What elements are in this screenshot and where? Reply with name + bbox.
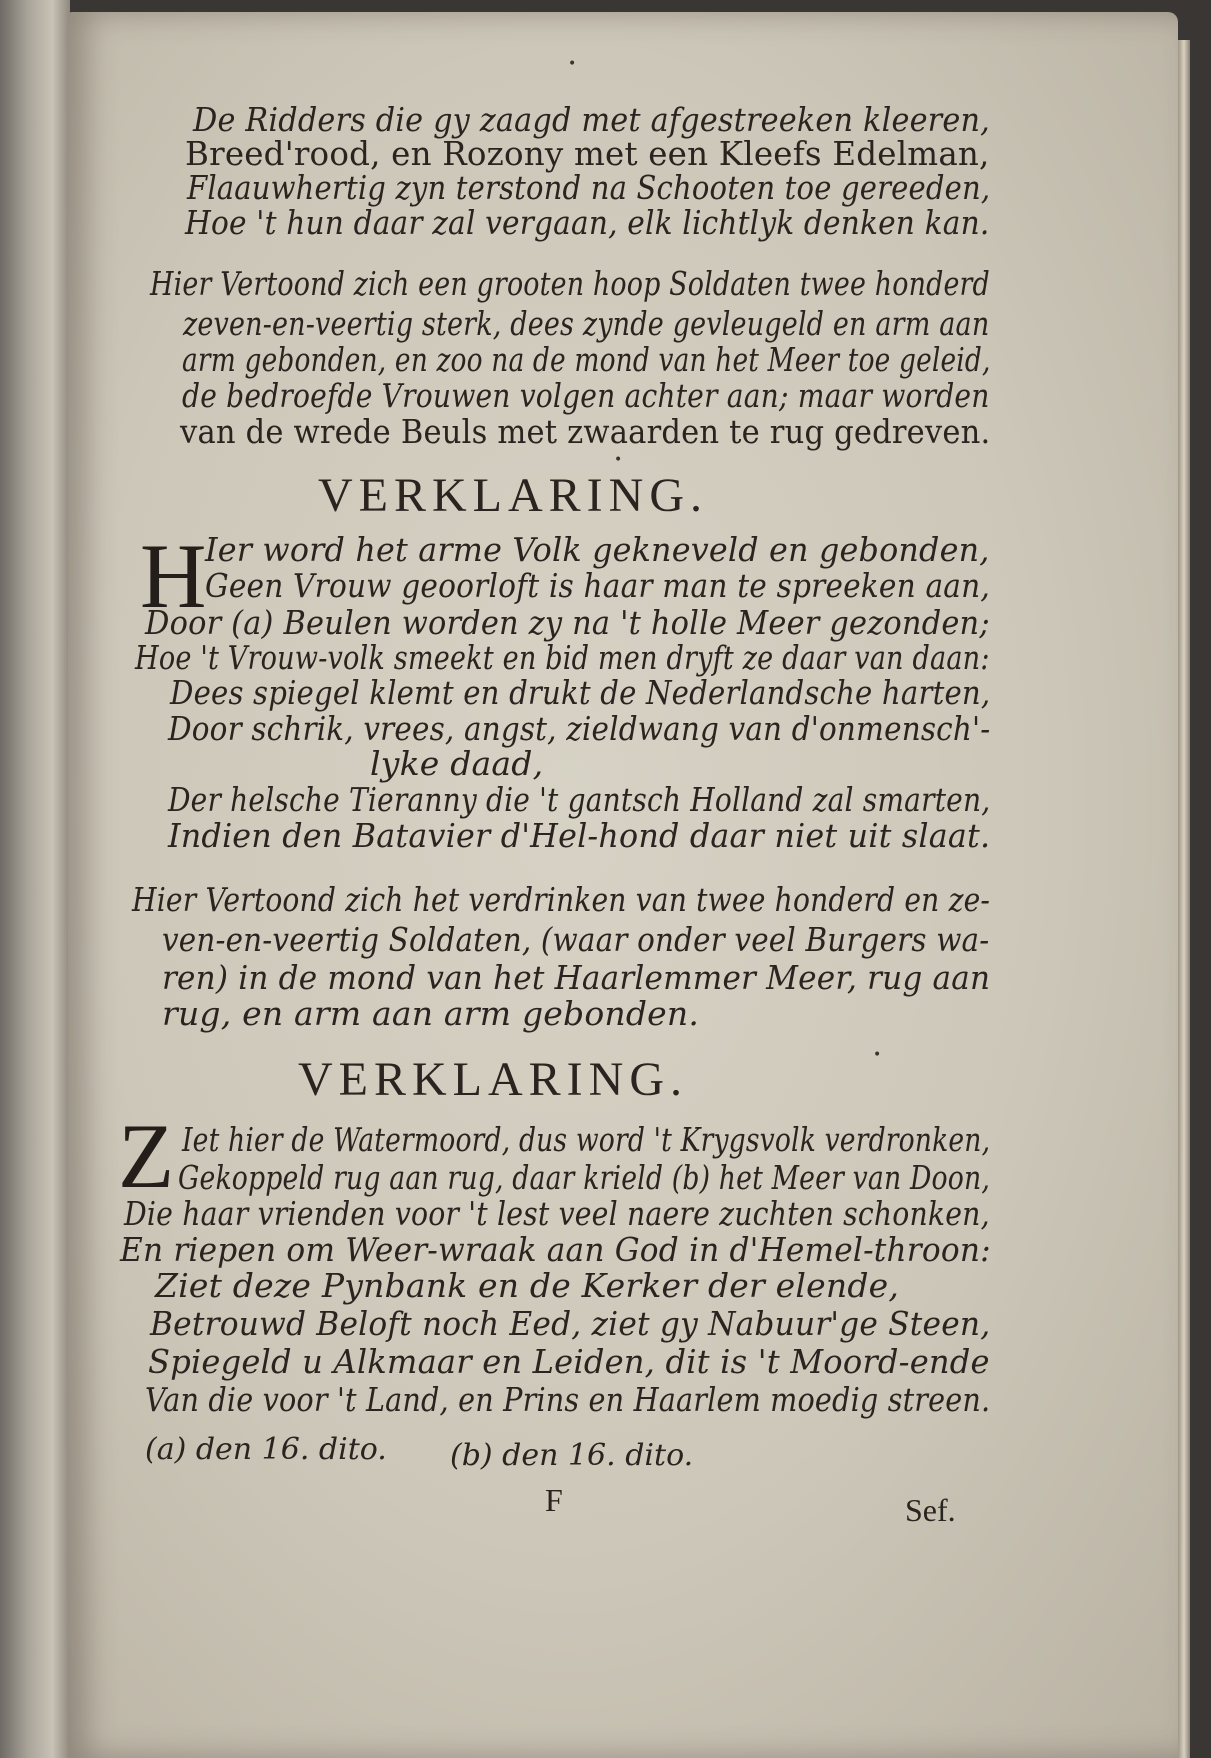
direction-line: arm gebonden, en zoo na de mond van het Meer toe geleid, bbox=[182, 340, 991, 379]
footnote-b: (b) den 16. dito. bbox=[450, 1438, 694, 1473]
direction-line: Hier Vertoond zich het verdrinken van twee honderd en ze- bbox=[132, 880, 991, 919]
stanza-line: Flaauwhertig zyn terstond na Schooten toe gereeden, bbox=[187, 168, 991, 207]
direction-line: van de wrede Beuls met zwaarden te rug gedreven. bbox=[180, 412, 991, 451]
verse-line: Door (a) Beulen worden zy na 't holle Meer gezonden; bbox=[145, 603, 990, 642]
verse-line: Gekoppeld rug aan rug, daar krield (b) het Meer van Doon, bbox=[178, 1158, 991, 1197]
verse-line: Der helsche Tieranny die 't gantsch Holland zal smarten, bbox=[168, 780, 991, 819]
direction-line: ven-en-veertig Soldaten, (waar onder veel Burgers wa- bbox=[162, 920, 990, 959]
ornament-dot: • bbox=[614, 452, 623, 468]
verse-line: Indien den Batavier d'Hel-hond daar niet uit slaat. bbox=[168, 816, 991, 855]
top-ornament: • bbox=[568, 56, 577, 72]
catchword: Sef. bbox=[905, 1492, 956, 1528]
direction-line: zeven-en-veertig sterk, dees zynde gevleugeld en arm aan bbox=[183, 304, 990, 343]
direction-line: de bedroefde Vrouwen volgen achter aan; maar worden bbox=[182, 376, 990, 415]
direction-line: Hier Vertoond zich een grooten hoop Soldaten twee honderd bbox=[150, 264, 990, 303]
verse-line: Van die voor 't Land, en Prins en Haarlem moedig streen. bbox=[145, 1380, 991, 1419]
drop-cap: H bbox=[140, 525, 207, 627]
direction-line: rug, en arm aan arm gebonden. bbox=[162, 994, 700, 1033]
verse-line: En riepen om Weer-wraak aan God in d'Hemel-throon: bbox=[120, 1230, 991, 1269]
verse-line: Iet hier de Watermoord, dus word 't Krygsvolk verdronken, bbox=[182, 1120, 991, 1159]
stanza-line: Breed'rood, en Rozony met een Kleefs Edelman, bbox=[185, 134, 990, 173]
verse-line: Ier word het arme Volk gekneveld en gebonden, bbox=[205, 530, 990, 569]
verse-line: lyke daad, bbox=[370, 744, 544, 783]
verse-line: Door schrik, vrees, angst, zieldwang van d'onmensch'- bbox=[168, 709, 991, 748]
verse-line: Dees spiegel klemt en drukt de Nederlandsche harten, bbox=[170, 673, 991, 712]
verse-line: Geen Vrouw geoorloft is haar man te spreeken aan, bbox=[205, 566, 990, 605]
page-fore-edge bbox=[1178, 40, 1190, 1758]
ornament-dot: • bbox=[873, 1047, 882, 1063]
verse-line: Spiegeld u Alkmaar en Leiden, dit is 't Moord-ende bbox=[148, 1342, 990, 1381]
verse-line: Die haar vrienden voor 't lest veel naere zuchten schonken, bbox=[124, 1194, 990, 1233]
heading-verklaring-2: VERKLARING. bbox=[298, 1053, 688, 1106]
facing-page-edge bbox=[0, 0, 70, 1758]
verse-line: Ziet deze Pynbank en de Kerker der elende, bbox=[155, 1266, 900, 1305]
verse-line: Hoe 't Vrouw-volk smeekt en bid men dryft ze daar van daan: bbox=[135, 638, 990, 677]
direction-line: ren) in de mond van het Haarlemmer Meer, rug aan bbox=[162, 958, 991, 997]
stanza-line: Hoe 't hun daar zal vergaan, elk lichtlyk denken kan. bbox=[185, 203, 990, 242]
drop-cap: Z bbox=[118, 1105, 175, 1207]
verse-line: Betrouwd Beloft noch Eed, ziet gy Nabuur'ge Steen, bbox=[150, 1304, 991, 1343]
signature-mark: F bbox=[545, 1482, 563, 1518]
stanza-line: De Ridders die gy zaagd met afgestreeken kleeren, bbox=[193, 100, 990, 139]
footnote-a: (a) den 16. dito. bbox=[145, 1432, 387, 1467]
heading-verklaring-1: VERKLARING. bbox=[318, 469, 708, 522]
